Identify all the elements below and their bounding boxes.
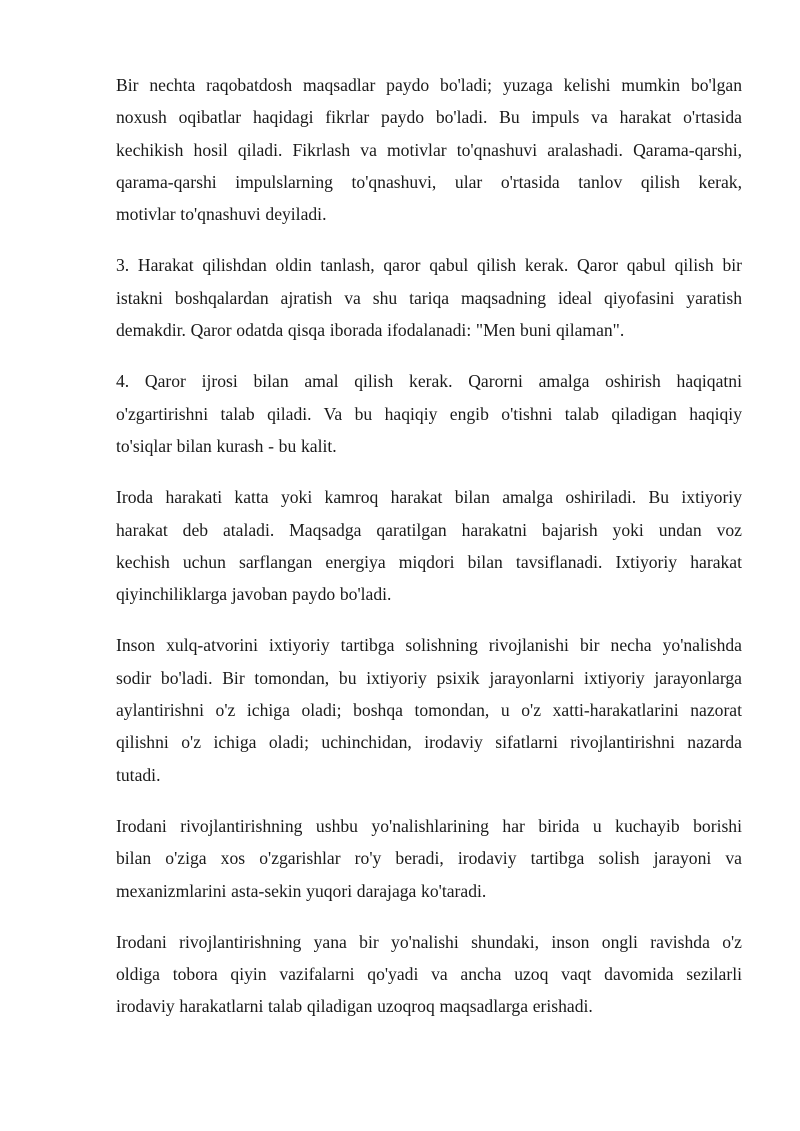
paragraph-3: [116, 365, 742, 462]
text-line: kechish uchun sarflangan energiya miqdori bilan tavsiflanadi. Ixtiyoriy harakat: [116, 551, 742, 572]
text-line: tutadi.: [116, 764, 161, 785]
text-line: demakdir. Qaror odatda qisqa iborada ifodalanadi: "Men buni qilaman".: [116, 320, 625, 341]
text-line: kechikish hosil qiladi. Fikrlash va motivlar to'qnashuvi aralashadi. Qarama-qarshi,: [116, 139, 742, 160]
text-line: 3. Harakat qilishdan oldin tanlash, qaror qabul qilish kerak. Qaror qabul qilish bir: [116, 255, 742, 276]
paragraph-5: [116, 629, 742, 790]
text-line: noxush oqibatlar haqidagi fikrlar paydo bo'ladi. Bu impuls va harakat o'rtasida: [116, 107, 742, 128]
text-line: sodir bo'ladi. Bir tomondan, bu ixtiyoriy psixik jarayonlarni ixtiyoriy jarayonlarga: [116, 667, 742, 688]
text-line: Bir nechta raqobatdosh maqsadlar paydo bo'ladi; yuzaga kelishi mumkin bo'lgan: [116, 75, 742, 95]
text-line: qarama-qarshi impulslarning to'qnashuvi, ular o'rtasida tanlov qilish kerak,: [116, 171, 742, 192]
text-line: oldiga tobora qiyin vazifalarni qo'yadi va ancha uzoq vaqt davomida sezilarli: [116, 964, 742, 985]
paragraph-2: [116, 249, 742, 346]
paragraph-6: [116, 810, 742, 907]
text-line: harakat deb ataladi. Maqsadga qaratilgan harakatni bajarish yoki undan voz: [116, 519, 742, 540]
text-line: Irodani rivojlantirishning ushbu yo'nalishlarining har birida u kuchayib borishi: [116, 815, 742, 836]
paragraph-1: [116, 69, 742, 230]
text-line: o'zgartirishni talab qiladi. Va bu haqiqiy engib o'tishni talab qiladigan haqiqiy: [116, 403, 742, 424]
text-line: 4. Qaror ijrosi bilan amal qilish kerak. Qarorni amalga oshirish haqiqatni: [116, 371, 742, 392]
text-line: mexanizmlarini asta-sekin yuqori darajaga ko'taradi.: [116, 880, 487, 901]
paragraph-7: [116, 926, 742, 1023]
text-line: aylantirishni o'z ichiga oladi; boshqa tomondan, u o'z xatti-harakatlarini nazorat: [116, 700, 742, 721]
text-line: istakni boshqalardan ajratish va shu tariqa maqsadning ideal qiyofasini yaratish: [116, 287, 742, 308]
text-line: qilishni o'z ichiga oladi; uchinchidan, irodaviy sifatlarni rivojlantirishni nazarda: [116, 732, 742, 753]
text-line: Irodani rivojlantirishning yana bir yo'nalishi shundaki, inson ongli ravishda o'z: [116, 931, 742, 952]
paragraph-4: [116, 481, 742, 610]
text-line: irodaviy harakatlarni talab qiladigan uzoqroq maqsadlarga erishadi.: [116, 996, 593, 1017]
text-line: Iroda harakati katta yoki kamroq harakat bilan amalga oshiriladi. Bu ixtiyoriy: [116, 487, 742, 508]
text-line: motivlar to'qnashuvi deyiladi.: [116, 204, 327, 225]
text-line: bilan o'ziga xos o'zgarishlar ro'y beradi, irodaviy tartibga solish jarayoni va: [116, 848, 742, 869]
text-line: Inson xulq-atvorini ixtiyoriy tartibga solishning rivojlanishi bir necha yo'nalishda: [116, 635, 742, 656]
text-line: to'siqlar bilan kurash - bu kalit.: [116, 435, 337, 456]
text-line: qiyinchiliklarga javoban paydo bo'ladi.: [116, 584, 392, 605]
